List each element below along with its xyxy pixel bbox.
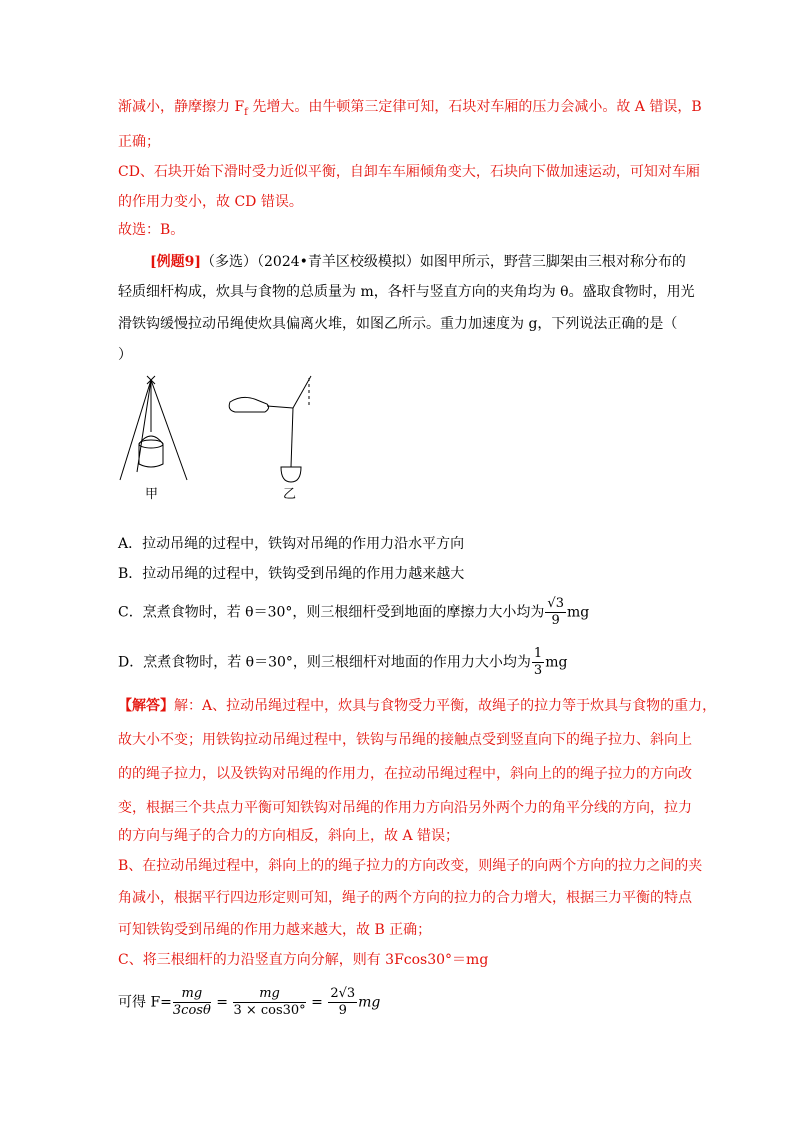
solution-line8: 可知铁钩受到吊绳的作用力越来越大，故 B 正确； xyxy=(118,922,432,938)
solution-line9: C、将三根细杆的力沿竖直方向分解，则有 3Fcos30°＝mg xyxy=(118,952,489,968)
solution-line2: 故大小不变；用铁钩拉动吊绳过程中，铁钩与吊绳的接触点受到竖直向下的绳子拉力、斜向上 xyxy=(118,732,692,748)
solution-line5: 的方向与绳子的合力的方向相反，斜向上，故 A 错误； xyxy=(118,828,460,844)
option-d-fraction: $\frac{1}{3}$ xyxy=(533,646,543,678)
option-c-fraction: $\frac{√3}{9}$ xyxy=(547,596,564,628)
prev-solution-line1: 渐减小，静摩擦力 $F_f$ 先增大。由牛顿第三定律可知，石块对车厢的压力会减小。故 A 错误，B xyxy=(118,99,702,118)
solution-line6: B、在拉动吊绳过程中，斜向上的的绳子拉力的方向改变，则绳子的向两个方向的拉力之间的夹 xyxy=(118,858,703,874)
formula-fraction-2: $\frac{mg}{3 \times \cos 30^\circ}$ xyxy=(233,986,306,1018)
example-header: [例题9]（多选）（2024•青羊区校级模拟）如图甲所示，野营三脚架由三根对称分布的 xyxy=(150,254,686,270)
prev-solution-line2: 正确； xyxy=(118,134,160,150)
solution-line3: 的的绳子拉力，以及铁钩对吊绳的作用力，在拉动吊绳过程中，斜向上的的绳子拉力的方向改 xyxy=(118,766,692,782)
formula-fraction-1: $\frac{mg}{3\cos\theta}$ xyxy=(172,986,211,1018)
option-c: C．烹煮食物时，若 θ＝30°，则三根细杆受到地面的摩擦力大小均为 $\frac{√3}{9}$ mg xyxy=(118,596,590,628)
figure-label-a: 甲 xyxy=(145,487,159,502)
formula-fraction-3: $\frac{2√3}{9}$ xyxy=(330,986,356,1018)
example-line3: 滑铁钩缓慢拉动吊绳使炊具偏离火堆，如图乙所示。重力加速度为 g，下列说法正确的是（ xyxy=(118,316,678,332)
prev-solution-line3: CD、石块开始下滑时受力近似平衡，自卸车车厢倾角变大，石块向下做加速运动，可知对车厢 xyxy=(118,164,700,180)
prev-answer: 故选：B。 xyxy=(118,222,185,238)
example-line4: ） xyxy=(118,347,132,363)
option-a: A．拉动吊绳的过程中，铁钩对吊绳的作用力沿水平方向 xyxy=(118,536,465,552)
tripod-diagram xyxy=(120,376,187,480)
example-label: [例题9] xyxy=(150,254,201,270)
solution-line4: 变，根据三个共点力平衡可知铁钩对吊绳的作用力方向沿另外两个力的角平分线的方向，拉力 xyxy=(118,800,692,816)
solution-head: 【解答】 xyxy=(118,698,174,714)
hook-diagram xyxy=(229,376,311,482)
prev-solution-line4: 的作用力变小，故 CD 错误。 xyxy=(118,194,303,210)
solution-line7: 角减小，根据平行四边形定则可知，绳子的两个方向的拉力的合力增大，根据三力平衡的特点 xyxy=(118,890,692,906)
solution-line1: 【解答】解：A、拉动吊绳过程中，炊具与食物受力平衡，故绳子的拉力等于炊具与食物的重力， xyxy=(118,698,717,714)
figure-label-b: 乙 xyxy=(283,487,297,502)
example-line2: 轻质细杆构成，炊具与食物的总质量为 m，各杆与竖直方向的夹角均为 θ。盛取食物时，用光 xyxy=(118,284,695,300)
option-d: D．烹煮食物时，若 θ＝30°，则三根细杆对地面的作用力大小均为 $\frac{1}{3}$ mg xyxy=(118,646,568,678)
option-b: B．拉动吊绳的过程中，铁钩受到吊绳的作用力越来越大 xyxy=(118,566,465,582)
tripod-figure xyxy=(115,372,375,512)
formula-line: 可得 F= $\frac{mg}{3\cos\theta}$ = $\frac{mg}{3 \times \cos 30^\circ}$ = $\frac{2√3}{9}$ mg xyxy=(118,986,381,1018)
